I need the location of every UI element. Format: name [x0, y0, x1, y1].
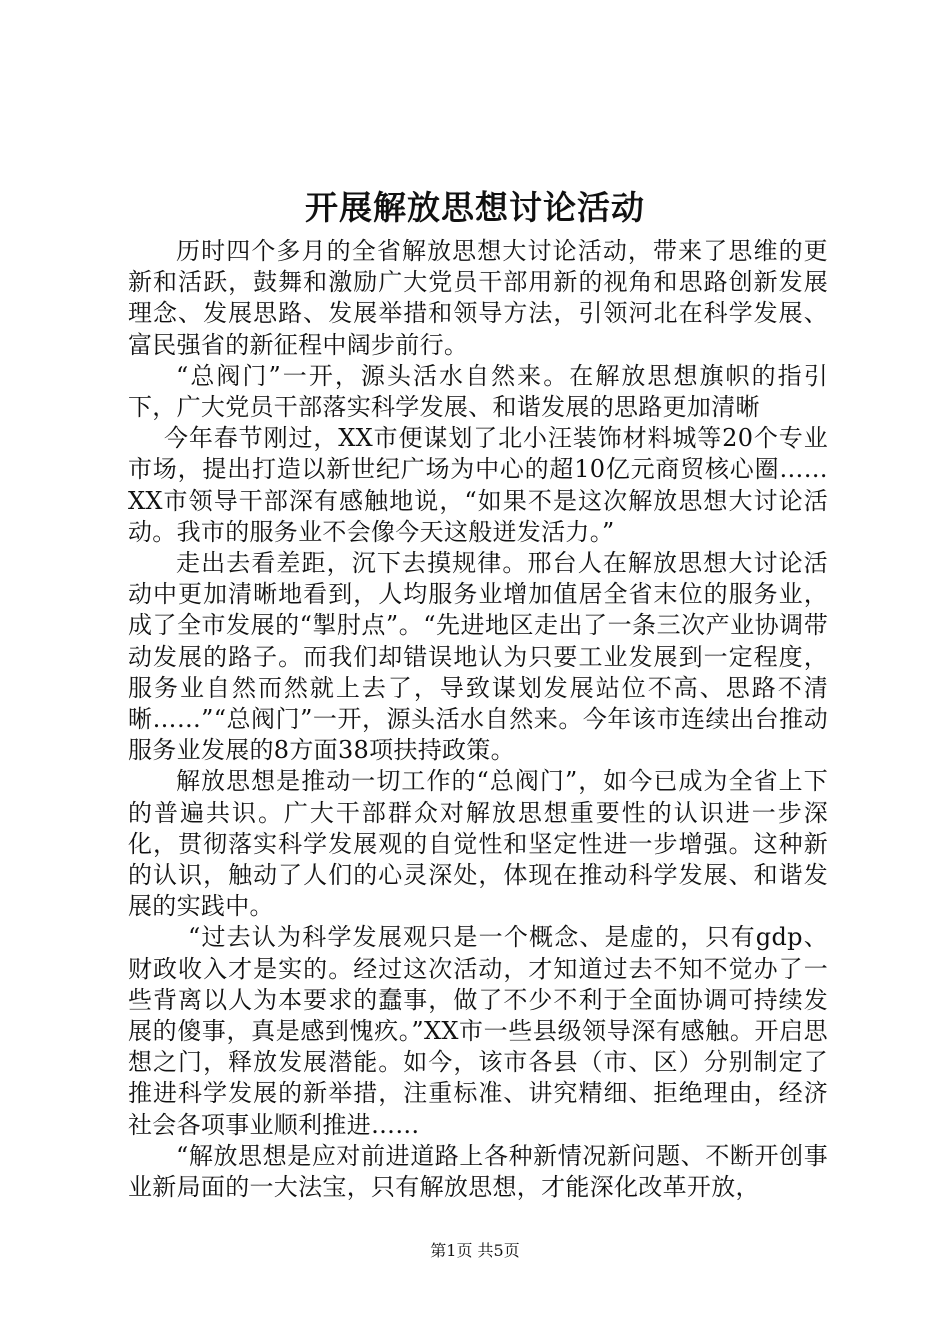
paragraph-1: 历时四个多月的全省解放思想大讨论活动，带来了思维的更新和活跃，鼓舞和激励广大党员干部用新的视角和思路创新发展理念、发展思路、发展举措和领导方法，引领河北在科学发展、富民强省的新征程中阔步前行。 [128, 237, 828, 359]
paragraph-7: “解放思想是应对前进道路上各种新情况新问题、不断开创事业新局面的一大法宝，只有解放思想，才能深化改革开放， [128, 1141, 828, 1202]
document-body [128, 236, 828, 1203]
page-footer: 第1页 共5页 [430, 1241, 520, 1260]
paragraph-2: “总阀门”一开，源头活水自然来。在解放思想旗帜的指引下，广大党员干部落实科学发展、和谐发展的思路更加清晰 [128, 361, 828, 422]
paragraph-3: 今年春节刚过，XX市便谋划了北小汪装饰材料城等20个专业市场，提出打造以新世纪广场为中心的超10亿元商贸核心圈……XX市领导干部深有感触地说，“如果不是这次解放思想大讨论活动。我市的服务业不会像今天这般迸发活力。” [128, 424, 828, 546]
paragraph-4: 走出去看差距，沉下去摸规律。邢台人在解放思想大讨论活动中更加清晰地看到，人均服务业增加值居全省末位的服务业，成了全市发展的“掣肘点”。“先进地区走出了一条三次产业协调带动发展的路子。而我们却错误地认为只要工业发展到一定程度，服务业自然而然就上去了，导致谋划发展站位不高、思路不清晰……”“总阀门”一开，源头活水自然来。今年该市连续出台推动服务业发展的8方面38项扶持政策。 [128, 549, 828, 765]
paragraph-5: 解放思想是推动一切工作的“总阀门”，如今已成为全省上下的普遍共识。广大干部群众对解放思想重要性的认识进一步深化，贯彻落实科学发展观的自觉性和坚定性进一步增强。这种新的认识，触动了人们的心灵深处，体现在推动科学发展、和谐发展的实践中。 [128, 767, 828, 921]
document-title: 开展解放思想讨论活动 [305, 188, 645, 227]
paragraph-6: “过去认为科学发展观只是一个概念、是虚的，只有gdp、财政收入才是实的。经过这次活动，才知道过去不知不觉办了一些背离以人为本要求的蠢事，做了不少不利于全面协调可持续发展的傻事，真是感到愧疚。”XX市一些县级领导深有感触。开启思想之门，释放发展潜能。如今，该市各县（市、区）分别制定了推进科学发展的新举措，注重标准、讲究精细、拒绝理由，经济社会各项事业顺利推进…… [128, 923, 828, 1139]
